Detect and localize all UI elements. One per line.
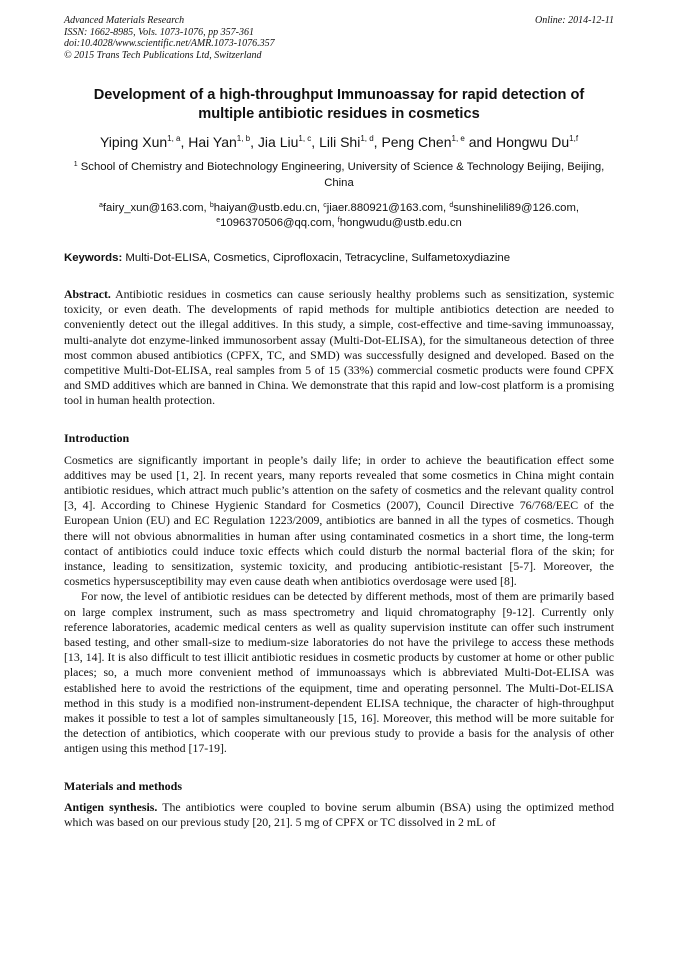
keywords-label: Keywords: xyxy=(64,252,123,264)
affiliation-marker: 1 xyxy=(73,161,78,168)
author-name: Jia Liu xyxy=(257,134,299,150)
author-affiliation-marker: 1, d xyxy=(360,134,374,143)
author-affiliation-marker: 1, e xyxy=(451,134,465,143)
issn-line: ISSN: 1662-8985, Vols. 1073-1076, pp 357-361 xyxy=(64,26,254,38)
author-affiliation-marker: 1, a xyxy=(167,134,181,143)
online-date: Online: 2014-12-11 xyxy=(535,15,614,26)
author-affiliation-marker: 1, b xyxy=(236,134,251,143)
email-address: fairy_xun@163.com xyxy=(102,202,204,214)
antigen-synthesis-text: The antibiotics were coupled to bovine serum albumin (BSA) using the optimized method which was based on our previous study [20, 21]. 5 mg of CPFX or TC dissolved in 2 mL of xyxy=(64,799,614,829)
email-list xyxy=(64,201,614,230)
author-name: Hongwu Du xyxy=(495,134,570,150)
introduction-paragraph-2: For now, the level of antibiotic residues can be detected by different methods, most of them are primarily based on large complex instrument, such as mass spectrometry and liquid chromatography [9-12]. Currently only reference laboratories, academic medical centers as well as quality supervision institute can offer such instrument based testing, and other small-size to medium-size laboratories do not have the privilege to access these methods [13, 14]. It is also difficult to test illicit antibiotic residues in cosmetic products by customer at home or other public places; so, a much more convenient method of immunoassays which is abbreviated Multi-Dot-ELISA was established here to avoid the restrictions of the equipment, time and operating personnel. The Multi-Dot-ELISA method in this study is a modified non-instrument-dependent ELISA technique, the character of high-throughput makes it possible to test a lot of samples simultaneously [15, 16]. Moreover, this method will be more suitable for the detection of antibiotics, which cooperate with our previous study to provide a basis for the analysis of other antigen using this method [17-19]. xyxy=(64,589,614,756)
keywords xyxy=(64,251,614,266)
affiliation xyxy=(64,159,614,191)
author-separator: and xyxy=(464,134,496,150)
abstract-text: Antibiotic residues in cosmetics can cause seriously healthy problems such as sensitization, systemic toxicity, or even death. The developments of rapid methods for multiple antibiotics detection are needed to conveniently detect out the illegal additives. In this study, a simple, cost-effective and time-saving immunoassay, multi-analyte dot enzyme-linked immunosorbent assay (Multi-Dot-ELISA), for the simultaneous detection of three most common abused antibiotics (CPFX, TC, and SMD) was successfully designed and developed. Based on the competitive Multi-Dot-ELISA, real samples from 5 of 15 (33%) commercial cosmetic products were found CPFX and SMD additives which are banned in China. We demonstrate that this rapid and low-cost platform is a promising tool in human health protection. xyxy=(64,287,614,408)
email-separator: , xyxy=(443,202,450,214)
author-separator: , xyxy=(373,134,382,150)
author-name: Hai Yan xyxy=(188,134,237,150)
abstract xyxy=(64,287,614,409)
author-separator: , xyxy=(250,134,258,150)
abstract-label: Abstract. xyxy=(64,287,111,301)
email-address: sunshinelili89@126.com xyxy=(453,202,576,214)
email-separator: , xyxy=(203,202,210,214)
email-marker: c xyxy=(323,202,327,209)
email-marker: f xyxy=(337,216,340,224)
paper-title: Development of a high-throughput Immunoassay for rapid detection of multiple antibiotic residues in cosmetics xyxy=(93,87,585,122)
materials-heading: Materials and methods xyxy=(64,778,182,793)
email-separator: , xyxy=(331,216,338,229)
author-separator: , xyxy=(180,134,189,150)
introduction-paragraph-1: Cosmetics are significantly important in people’s daily life; in order to achieve the beautification effect some additives may be used [1, 2]. In recent years, many reports revealed that some cosmetics in China might contain antibiotic residues, which attract much public’s attention on the safety of cosmetics and the relevant quality control [3, 4]. According to Chinese Hygienic Standard for Cosmetics (2007), Council Directive 76/768/EEC of the European Union (EU) and EC Regulation 1223/2009, antibiotics are banned in all the types of cosmetics. Though there will not obvious abnormalities in human after using contaminated cosmetics in a short time, the long-term contact of antibiotics could induce toxic effects which could disturb the normal bacterial flora of the skin; for instance, leading to sensitization, systemic toxicity, and producing antibiotic-resistant [5-7]. Moreover, the cosmetics hypersusceptibility may even cause death when antibiotics overdosage were used [8]. xyxy=(64,452,614,589)
email-address: 1096370506@qq.com xyxy=(220,216,332,229)
email-separator: , xyxy=(316,202,324,214)
email-separator: , xyxy=(575,202,579,214)
author-affiliation-marker: 1, c xyxy=(298,134,312,143)
author-name: Peng Chen xyxy=(381,134,452,150)
antigen-synthesis-paragraph xyxy=(64,800,614,830)
affiliation-text: School of Chemistry and Biotechnology Engineering, University of Science & Technology Beijing, Beijing, China xyxy=(80,161,605,189)
email-marker: a xyxy=(99,202,103,209)
journal-header xyxy=(64,0,614,65)
keywords-text: Multi-Dot-ELISA, Cosmetics, Ciprofloxacin, Tetracycline, Sulfametoxydiazine xyxy=(125,252,511,264)
antigen-synthesis-label: Antigen synthesis. xyxy=(64,799,158,814)
doi-line: doi:10.4028/www.scientific.net/AMR.1073-1076.357 xyxy=(64,38,275,50)
journal-name: Advanced Materials Research xyxy=(64,15,185,26)
introduction-heading: Introduction xyxy=(64,430,130,445)
author-separator: , xyxy=(311,134,320,150)
copyright-line: © 2015 Trans Tech Publications Ltd, Switzerland xyxy=(64,49,262,61)
email-address: jiaer.880921@163.com xyxy=(326,202,444,214)
email-address: haiyan@ustb.edu.cn xyxy=(213,202,317,214)
author-list xyxy=(64,133,614,151)
author-name: Yiping Xun xyxy=(99,134,168,150)
email-marker: e xyxy=(216,216,221,224)
author-name: Lili Shi xyxy=(319,134,361,150)
email-marker: b xyxy=(209,202,214,209)
email-address: hongwudu@ustb.edu.cn xyxy=(339,216,462,229)
author-affiliation-marker: 1,f xyxy=(569,134,579,143)
email-marker: d xyxy=(449,202,454,209)
